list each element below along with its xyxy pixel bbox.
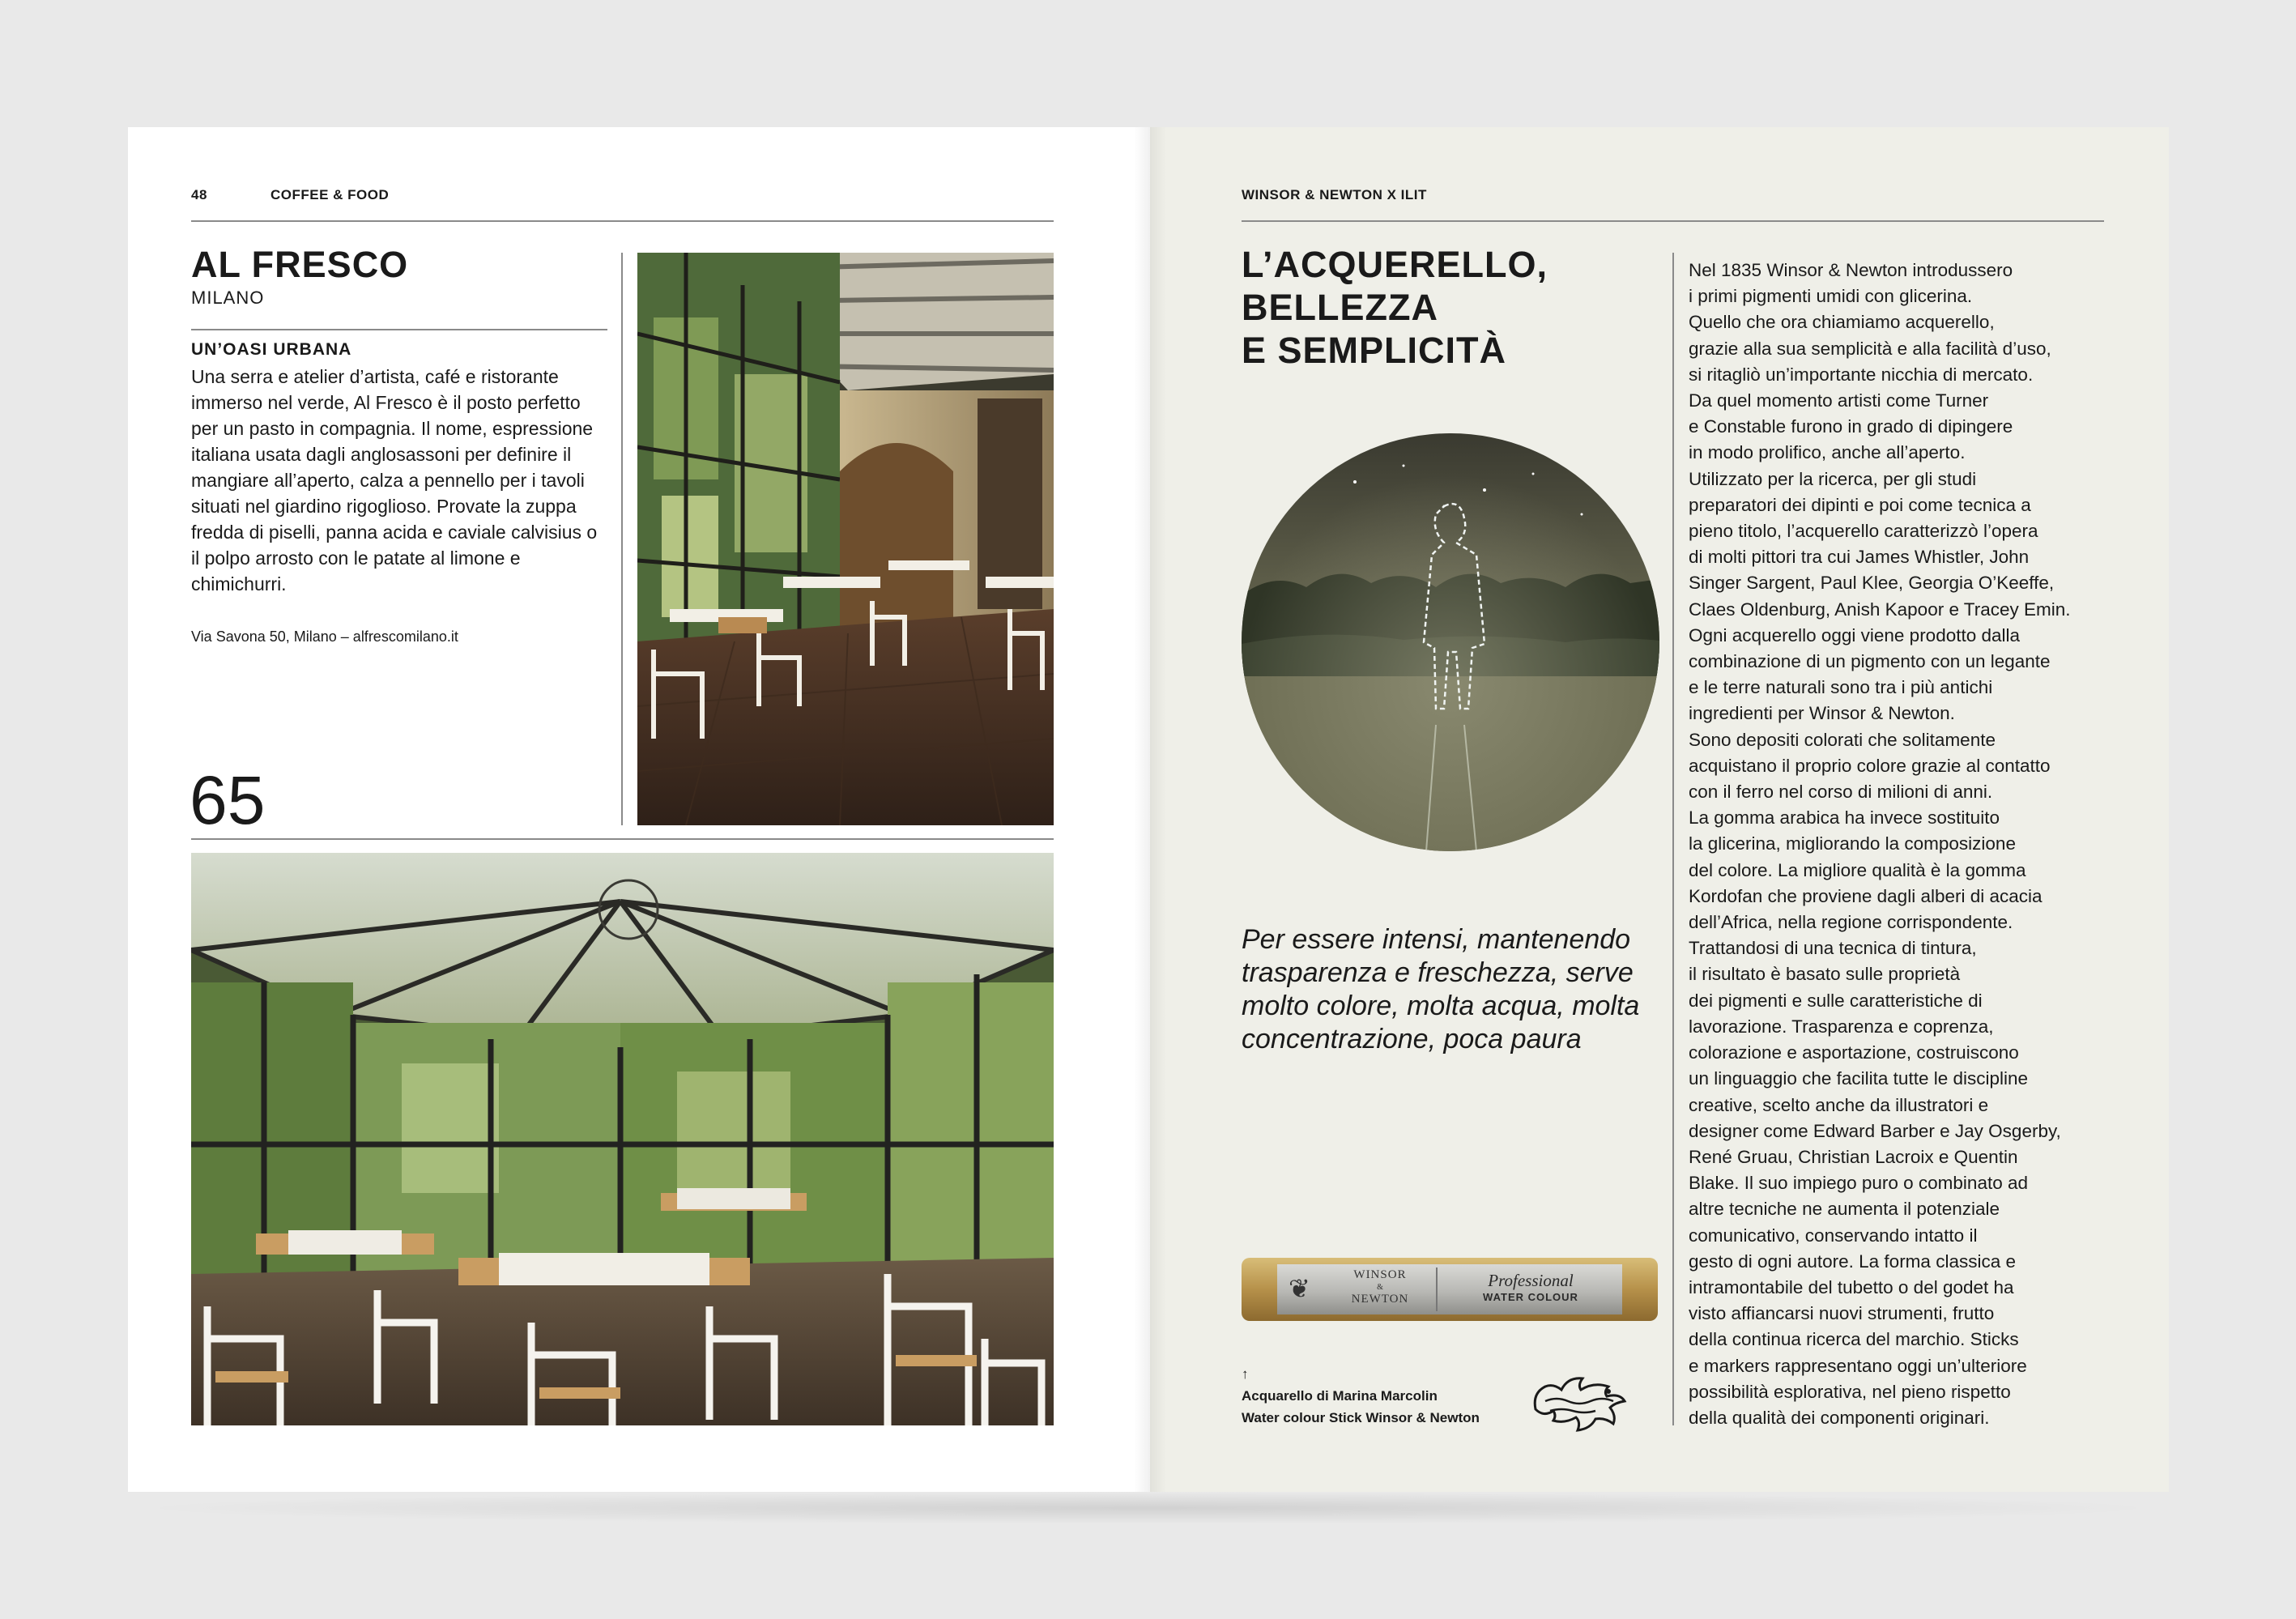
watercolour-illustration (1242, 433, 1659, 851)
greenhouse-dining-photo (191, 853, 1054, 1425)
feature-title-line-2: BELLEZZA (1242, 287, 1438, 328)
feature-body: Nel 1835 Winsor & Newton introdussero i primi pigmenti umidi con glicerina. Quello che ora chiamiamo acquerello, grazie alla sua semplicità e alla facilità d’uso, si ritagliò un’importante nicchia di mercato. Da quel momento artisti come Turner e Constable furono in grado di dipingere in modo prolifico, anche all’aperto. Utilizzato per la ricerca, per gli studi preparatori dei dipinti e poi come tecnica a pieno titolo, l’acquerello caratterizzò l’opera di molti pittori tra cui James Whistler, John Singer Sargent, Paul Klee, Georgia O’Keeffe, Claes Oldenburg, Anish Kapoor e Tracey Emin. Ogni acquerello oggi viene prodotto dalla combinazione di un pigmento con un legante e le terre naturali sono tra i più antichi ingredienti per Winsor & Newton. Sono depositi colorati che solitamente acquistano il proprio colore grazie al contatto con il ferro nel corso di milioni di anni. La gomma arabica ha invece sostituito la glicerina, migliorando la composizione del colore. La migliore qualità è la gomma Kordofan che proviene dagli alberi di acacia dell’Africa, nella regione corrispondente. Trattandosi di una tecnica di tintura, il risultato è basato sulle proprietà dei pigmenti e sulle caratteristiche di lavorazione. Trasparenza e coprenza, colorazione e asportazione, costruiscono un linguaggio che facilita tutte le discipline creative, scelto anche da illustratori e designer come Edward Barber e Jay Osgerby, René Gruau, Christian Lacroix e Quentin Blake. Il suo impiego puro o combinato ad altre tecniche ne aumenta il potenziale comunicativo, conservando intatto il gesto di ogni autore. La forma classica e intramontabile del tubetto o del godet ha visto affiancarsi nuovi strumenti, frutto della continua ricerca del marchio. Sticks e markers rappresentano oggi un’ulteriore possibilità esplorativa, nel pieno rispetto della qualità dei componenti originari. (1689, 260, 2071, 1428)
stick-label-1: Professional (1488, 1271, 1574, 1290)
article-address: Via Savona 50, Milano – alfrescomilano.it (191, 628, 458, 645)
pull-quote: Per essere intensi, mantenendo trasparenza e freschezza, serve molto colore, molta acqua, molta concentrazione, poca paura (1242, 924, 1640, 1054)
article-body: Una serra e atelier d’artista, café e ristorante immerso nel verde, Al Fresco è il posto perfetto per un pasto in compagnia. Il nome, espressione italiana usata dagli anglosassoni per definire il mangiare all’aperto, calza a pennello per i tavoli situati nel giardino rigoglioso. Provate la zuppa fredda di piselli, panna acida e caviale calvisius o il polpo arrosto con le patate al limone e chimichurri. (191, 366, 598, 594)
book-gutter (1134, 127, 1166, 1492)
listing-number: 65 (190, 762, 266, 838)
restaurant-interior-photo (637, 253, 1054, 825)
stick-label-2: WATER COLOUR (1483, 1291, 1578, 1303)
feature-title-line-1: L’ACQUERELLO, (1242, 244, 1548, 285)
page-number: 48 (191, 187, 207, 202)
feature-title (1242, 243, 1548, 372)
article-kicker: UN’OASI URBANA (191, 340, 352, 359)
column-divider-right (1672, 253, 1674, 1425)
winsor-newton-griffin-logo (1529, 1369, 1628, 1434)
stick-brand-1: WINSOR (1353, 1268, 1407, 1281)
number-rule (191, 838, 1054, 840)
caption-line-1: Acquarello di Marina Marcolin (1242, 1388, 1438, 1404)
stick-brand-2: NEWTON (1351, 1293, 1409, 1306)
article-city: MILANO (191, 288, 265, 308)
section-label-right: WINSOR & NEWTON X ILIT (1242, 187, 1427, 202)
stick-brand-amp: & (1377, 1283, 1383, 1292)
caption (1242, 1363, 1480, 1429)
title-rule (191, 329, 607, 330)
feature-title-line-3: E SEMPLICITÀ (1242, 330, 1507, 371)
section-label: COFFEE & FOOD (270, 187, 390, 202)
header-rule-right (1242, 220, 2104, 222)
griffin-icon: ❦ (1289, 1274, 1310, 1303)
watercolour-stick (1242, 1258, 1658, 1321)
page-shadow (128, 1492, 2169, 1524)
caption-line-2: Water colour Stick Winsor & Newton (1242, 1410, 1480, 1425)
caption-arrow-icon: ↑ (1242, 1366, 1249, 1382)
article-title: AL FRESCO (191, 244, 409, 285)
header-rule (191, 220, 1054, 222)
column-divider (621, 253, 623, 825)
stick-divider (1436, 1268, 1438, 1311)
stick-label-band (1277, 1264, 1622, 1314)
